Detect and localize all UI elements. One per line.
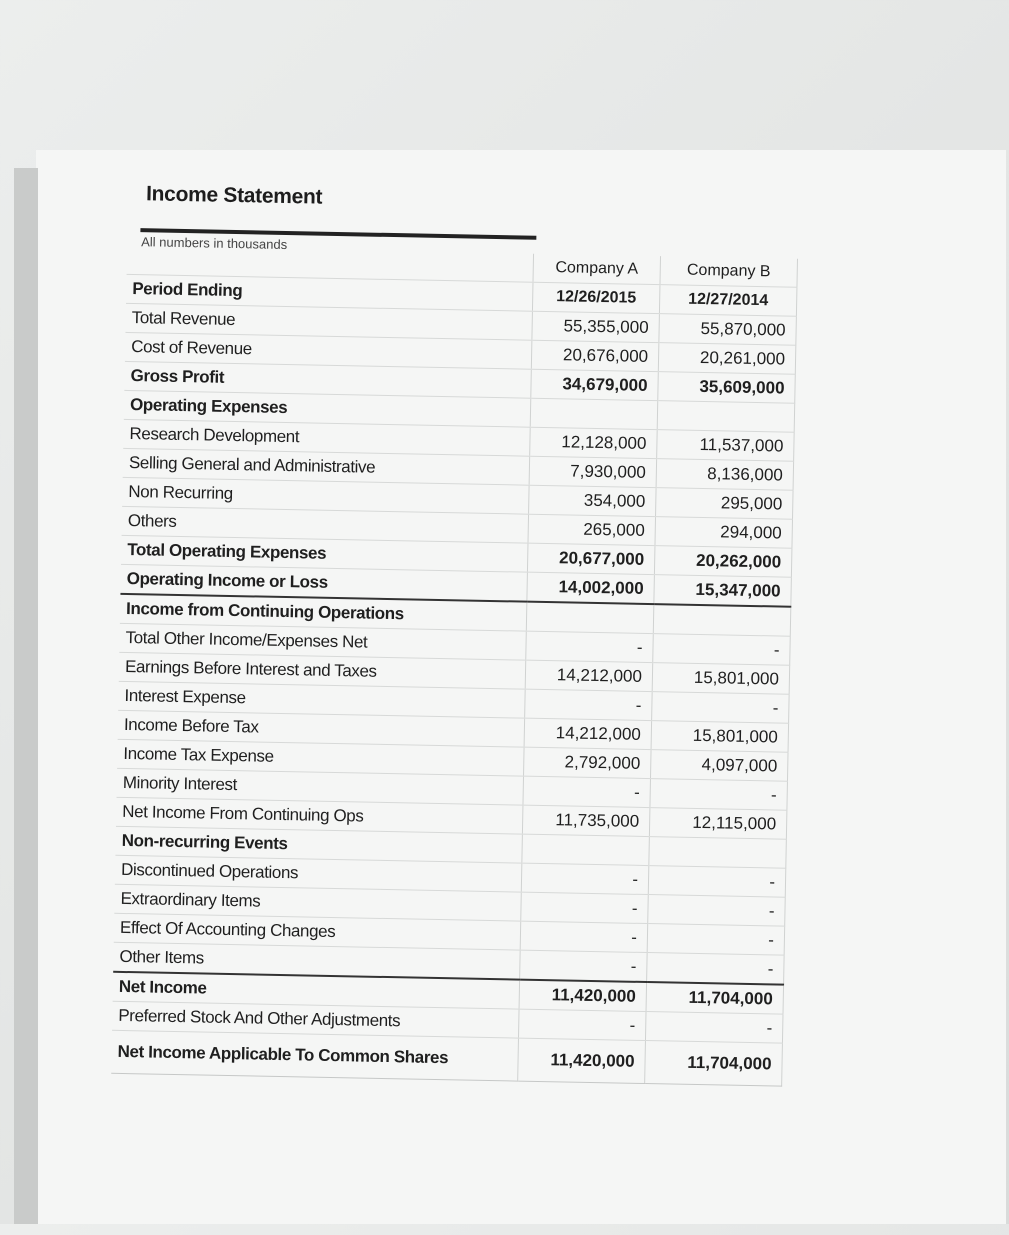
company-a-value: 11,735,000 — [522, 805, 650, 836]
company-a-value: - — [521, 892, 649, 923]
company-b-value: 11,704,000 — [645, 1041, 783, 1087]
row-label: Others — [122, 506, 529, 543]
company-b-value: 294,000 — [655, 517, 793, 549]
company-b-value: 295,000 — [656, 488, 794, 520]
company-a-value: 14,002,000 — [527, 572, 655, 604]
row-label: Interest Expense — [118, 681, 525, 718]
company-b-value: - — [650, 779, 788, 811]
company-a-value: 11,420,000 — [518, 1038, 646, 1083]
row-label: Other Items — [113, 942, 520, 979]
company-a-value: 14,212,000 — [525, 660, 653, 691]
row-label: Minority Interest — [117, 768, 524, 805]
company-b-value: 15,347,000 — [654, 575, 792, 607]
row-label: Selling General and Administrative — [123, 448, 530, 485]
company-b-value: 55,870,000 — [659, 314, 797, 346]
company-b-value — [657, 401, 795, 433]
row-label: Discontinued Operations — [115, 855, 522, 892]
row-label: Effect Of Accounting Changes — [114, 913, 521, 950]
company-b-value: - — [648, 895, 786, 927]
company-b-value: 4,097,000 — [650, 750, 788, 782]
company-b-value: - — [647, 953, 785, 985]
company-b-name: Company B — [660, 256, 798, 287]
row-label: Non Recurring — [122, 477, 529, 514]
row-label: Income Before Tax — [118, 710, 525, 747]
company-a-value: 20,676,000 — [531, 340, 659, 371]
row-label: Operating Income or Loss — [120, 564, 527, 601]
company-a-value: - — [523, 776, 651, 807]
company-a-value — [526, 602, 654, 634]
units-note: All numbers in thousands — [141, 234, 288, 252]
company-b-value: 20,262,000 — [654, 546, 792, 578]
row-label: Total Revenue — [125, 303, 532, 340]
company-a-value: - — [521, 863, 649, 894]
company-a-date: 12/26/2015 — [532, 282, 660, 313]
company-a-value: - — [520, 921, 648, 952]
company-a-value — [522, 834, 650, 865]
period-ending-label: Period Ending — [126, 274, 533, 311]
row-label: Total Other Income/Expenses Net — [119, 623, 526, 660]
row-label: Extraordinary Items — [114, 884, 521, 921]
company-b-value: 11,537,000 — [657, 430, 795, 462]
company-a-value: 2,792,000 — [524, 747, 652, 778]
income-statement-table — [111, 246, 798, 1087]
company-b-value: 20,261,000 — [658, 343, 796, 375]
company-b-value: - — [653, 634, 791, 666]
row-label: Preferred Stock And Other Adjustments — [112, 1001, 519, 1038]
company-a-value: 55,355,000 — [532, 311, 660, 342]
row-label: Operating Expenses — [124, 390, 531, 427]
company-b-value: - — [645, 1012, 783, 1044]
row-label: Earnings Before Interest and Taxes — [119, 652, 526, 689]
row-label: Income Tax Expense — [117, 739, 524, 776]
company-a-value: 354,000 — [529, 485, 657, 516]
company-a-value: 12,128,000 — [530, 427, 658, 458]
company-b-value — [649, 837, 787, 869]
row-label: Net Income — [113, 972, 520, 1009]
row-label: Gross Profit — [124, 361, 531, 398]
company-b-value: 12,115,000 — [649, 808, 787, 840]
company-a-value: - — [525, 689, 653, 720]
company-a-value: 34,679,000 — [531, 369, 659, 400]
row-label: Net Income From Continuing Ops — [116, 797, 523, 834]
row-label: Non-recurring Events — [115, 826, 522, 863]
company-b-value: 35,609,000 — [658, 372, 796, 404]
company-b-value: 11,704,000 — [646, 982, 784, 1014]
company-a-value: - — [518, 1009, 646, 1040]
company-a-value: 7,930,000 — [529, 456, 657, 487]
company-a-value: 265,000 — [528, 514, 656, 545]
row-label: Income from Continuing Operations — [120, 594, 527, 631]
company-a-value: - — [520, 950, 648, 982]
row-label: Net Income Applicable To Common Shares — [111, 1030, 518, 1081]
company-b-value: 8,136,000 — [656, 459, 794, 491]
company-a-value: 20,677,000 — [527, 543, 655, 574]
statement-title: Income Statement — [145, 182, 323, 209]
company-b-date: 12/27/2014 — [659, 285, 797, 317]
company-a-name: Company A — [533, 254, 661, 285]
company-b-value: - — [652, 692, 790, 724]
company-b-value — [653, 604, 791, 636]
company-a-value: 11,420,000 — [519, 980, 647, 1012]
company-b-value: 15,801,000 — [652, 663, 790, 695]
company-a-value: - — [526, 631, 654, 662]
company-b-value: 15,801,000 — [651, 721, 789, 753]
company-b-value: - — [648, 866, 786, 898]
row-label: Research Development — [123, 419, 530, 456]
company-b-value: - — [647, 924, 785, 956]
row-label: Cost of Revenue — [125, 332, 532, 369]
row-label: Total Operating Expenses — [121, 535, 528, 572]
company-a-value: 14,212,000 — [524, 718, 652, 749]
company-a-value — [530, 398, 658, 429]
